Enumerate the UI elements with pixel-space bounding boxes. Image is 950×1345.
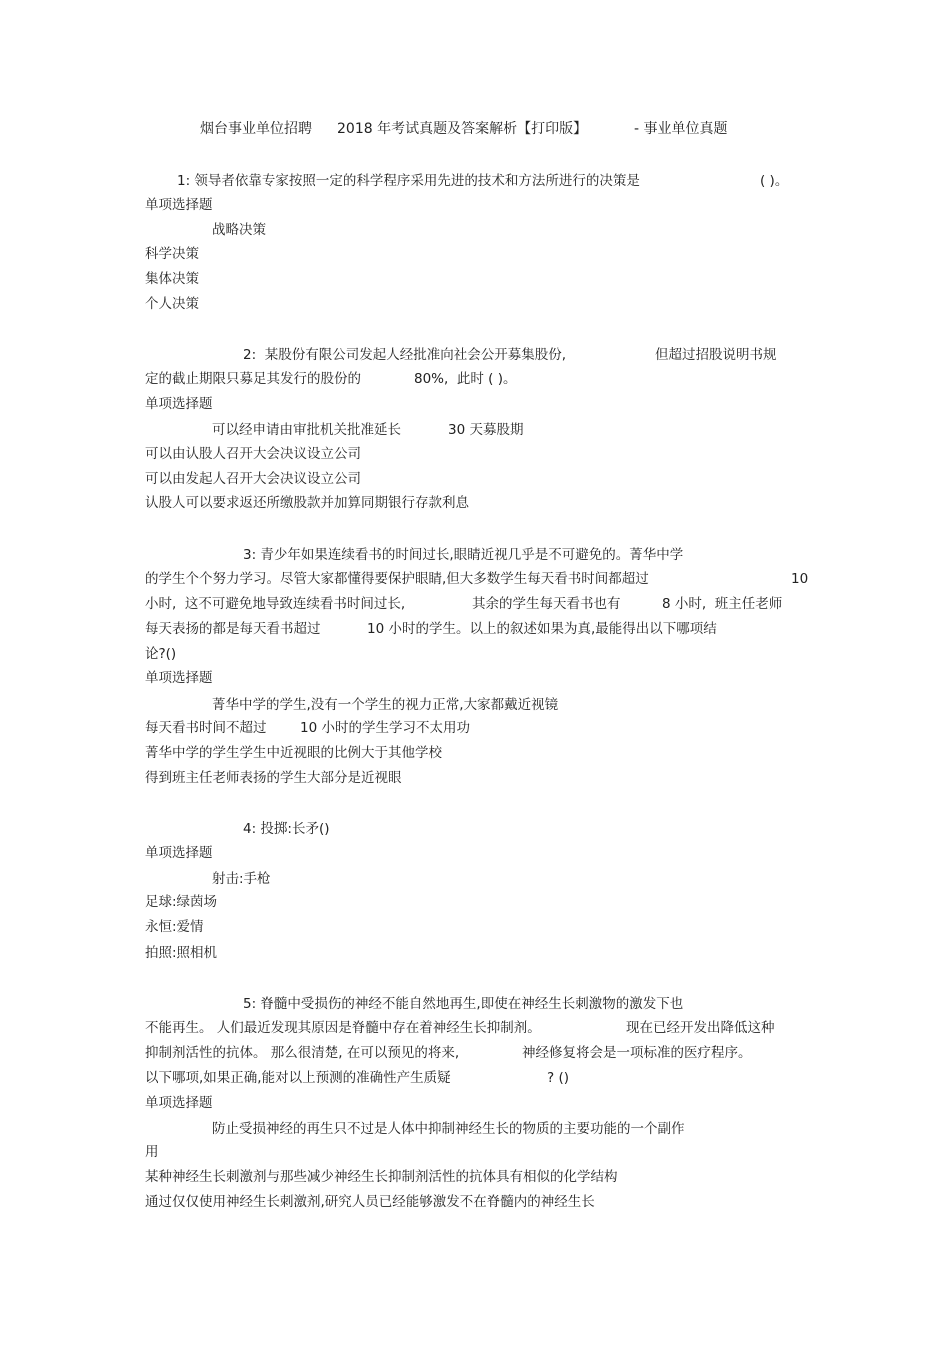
title-part-3: - 事业单位真题 xyxy=(634,121,728,137)
option-d: 认股人可以要求返还所缴股款并加算同期银行存款利息 xyxy=(145,495,469,511)
question-type-label: 单项选择题 xyxy=(145,197,213,213)
question-type-label: 单项选择题 xyxy=(145,845,213,861)
question-stem: 的学生个个努力学习。尽管大家都懂得要保护眼睛,但大多数学生每天看书时间都超过 xyxy=(145,571,649,587)
option-a: 用 xyxy=(145,1144,159,1160)
option-c: 可以由发起人召开大会决议设立公司 xyxy=(145,471,361,487)
option-d: 得到班主任老师表扬的学生大部分是近视眼 xyxy=(145,770,402,786)
title-part-2: 2018 年考试真题及答案解析【打印版】 xyxy=(337,121,588,137)
option-c: 集体决策 xyxy=(145,271,199,287)
option-a: 30 天募股期 xyxy=(448,422,524,438)
question-stem: 不能再生。 人们最近发现其原因是脊髓中存在着神经生长抑制剂。 xyxy=(145,1020,541,1036)
question-stem: 其余的学生每天看书也有 xyxy=(472,596,621,612)
question-stem: ( )。 xyxy=(760,173,789,189)
question-stem: 小时, 这不可避免地导致连续看书时间过长, xyxy=(145,596,406,612)
option-b: 可以由认股人召开大会决议设立公司 xyxy=(145,446,361,462)
question-stem: 每天表扬的都是每天看书超过 xyxy=(145,621,321,637)
question-stem: 8 小时, 班主任老师 xyxy=(662,596,783,612)
question-stem: 抑制剂活性的抗体。 那么很清楚, 在可以预见的将来, xyxy=(145,1045,460,1061)
option-a: 战略决策 xyxy=(212,222,266,238)
question-type-label: 单项选择题 xyxy=(145,670,213,686)
option-b: 某种神经生长刺激剂与那些减少神经生长抑制剂活性的抗体具有相似的化学结构 xyxy=(145,1169,618,1185)
question-stem: 5: 脊髓中受损伤的神经不能自然地再生,即使在神经生长刺激物的激发下也 xyxy=(243,996,684,1012)
question-stem: 定的截止期限只募足其发行的股份的 xyxy=(145,371,361,387)
question-stem: 4: 投掷:长矛() xyxy=(243,821,330,837)
option-d: 个人决策 xyxy=(145,296,199,312)
title-part-1: 烟台事业单位招聘 xyxy=(200,121,312,137)
option-b: 10 小时的学生学习不太用功 xyxy=(300,720,470,736)
question-stem: ? () xyxy=(547,1070,569,1086)
option-c: 永恒:爱情 xyxy=(145,919,204,935)
option-d: 拍照:照相机 xyxy=(145,945,218,961)
question-stem: 1: 领导者依靠专家按照一定的科学程序采用先进的技术和方法所进行的决策是 xyxy=(177,173,640,189)
option-a: 防止受损神经的再生只不过是人体中抑制神经生长的物质的主要功能的一个副作 xyxy=(212,1121,685,1137)
question-stem: 但超过招股说明书规 xyxy=(655,347,777,363)
question-stem: 神经修复将会是一项标准的医疗程序。 xyxy=(522,1045,752,1061)
question-stem: 现在已经开发出降低这种 xyxy=(626,1020,775,1036)
question-stem: 10 小时的学生。以上的叙述如果为真,最能得出以下哪项结 xyxy=(367,621,717,637)
question-stem: 3: 青少年如果连续看书的时间过长,眼睛近视几乎是不可避免的。菁华中学 xyxy=(243,547,684,563)
option-b: 足球:绿茵场 xyxy=(145,894,218,910)
option-c: 菁华中学的学生学生中近视眼的比例大于其他学校 xyxy=(145,745,442,761)
question-stem: 10 xyxy=(791,571,809,587)
option-a: 菁华中学的学生,没有一个学生的视力正常,大家都戴近视镜 xyxy=(212,697,559,713)
question-type-label: 单项选择题 xyxy=(145,396,213,412)
option-a: 射击:手枪 xyxy=(212,871,271,887)
question-type-label: 单项选择题 xyxy=(145,1095,213,1111)
option-b: 每天看书时间不超过 xyxy=(145,720,267,736)
question-stem: 2: 某股份有限公司发起人经批准向社会公开募集股份, xyxy=(243,347,567,363)
option-b: 科学决策 xyxy=(145,246,199,262)
question-stem: 以下哪项,如果正确,能对以上预测的准确性产生质疑 xyxy=(145,1070,451,1086)
question-stem: 论?() xyxy=(145,646,177,662)
option-a: 可以经申请由审批机关批准延长 xyxy=(212,422,401,438)
question-stem: 80%, 此时 ( )。 xyxy=(414,371,517,387)
option-c: 通过仅仅使用神经生长刺激剂,研究人员已经能够激发不在脊髓内的神经生长 xyxy=(145,1194,595,1210)
